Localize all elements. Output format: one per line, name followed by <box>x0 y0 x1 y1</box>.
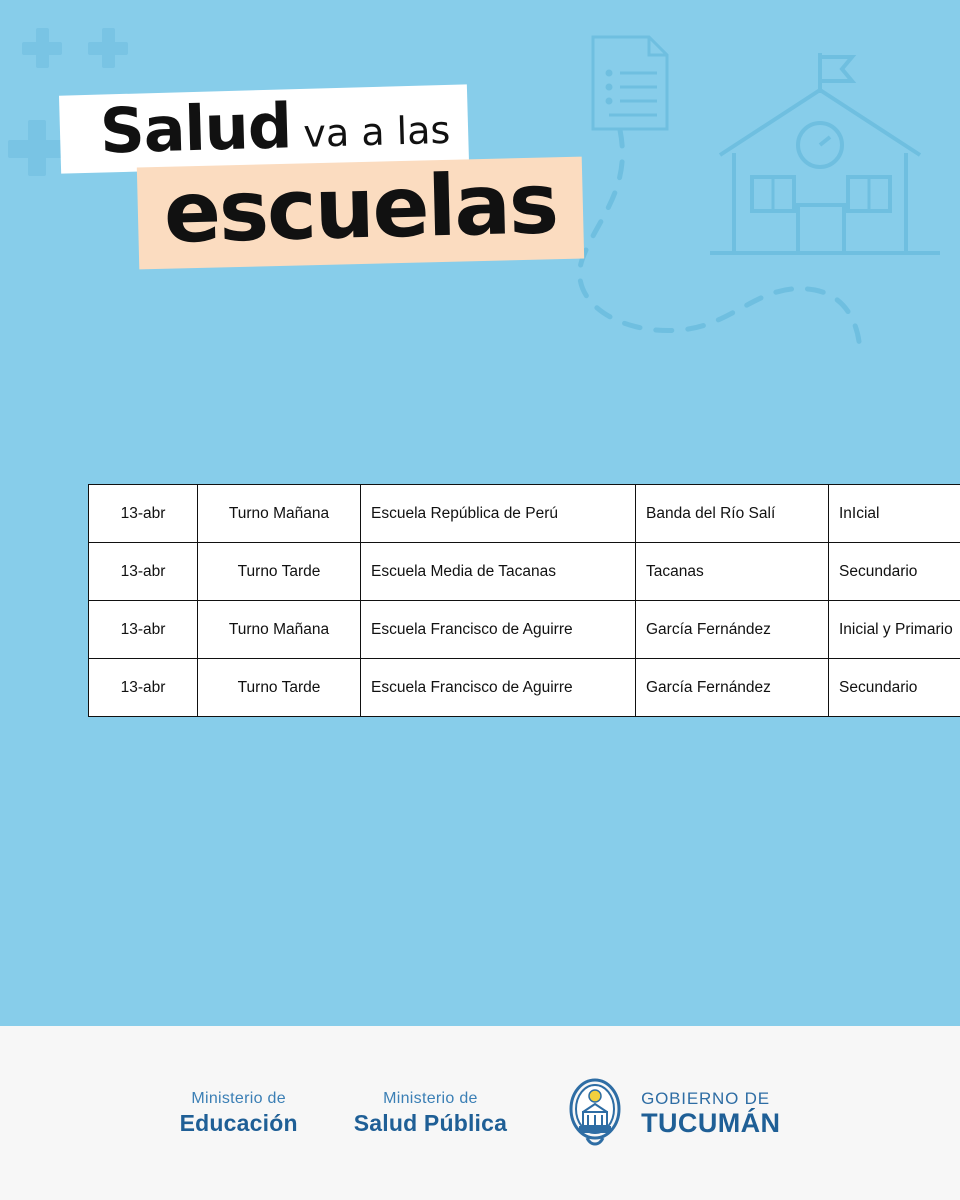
gobierno-line-one: GOBIERNO DE <box>641 1088 770 1108</box>
logo-ministerio-educacion <box>180 1089 298 1138</box>
table-row <box>89 543 960 601</box>
medical-cross-icon <box>22 28 62 68</box>
cell-school: Escuela Media de Tacanas <box>361 543 636 601</box>
cell-place: Tacanas <box>636 543 829 601</box>
title-word-escuelas: escuelas <box>162 154 559 262</box>
logo-line-two: Educación <box>179 1109 298 1136</box>
cell-school: Escuela Francisco de Aguirre <box>361 659 636 717</box>
logo-gobierno-tucuman <box>563 1076 780 1150</box>
cell-level: InIcial <box>829 485 960 543</box>
tucuman-crest-icon <box>563 1076 627 1150</box>
school-building-icon <box>700 45 950 285</box>
cell-school: Escuela República de Perú <box>361 485 636 543</box>
medical-cross-icon <box>8 120 64 176</box>
schedule-table <box>88 484 960 717</box>
title-line-two <box>137 154 584 270</box>
gobierno-text <box>641 1089 780 1137</box>
table-row <box>89 485 960 543</box>
cell-date: 13-abr <box>89 659 198 717</box>
poster-title <box>60 90 680 270</box>
cell-place: Banda del Río Salí <box>636 485 829 543</box>
cell-shift: Turno Mañana <box>198 601 361 659</box>
table-row <box>89 659 960 717</box>
cell-level: Secundario <box>829 659 960 717</box>
cell-place: García Fernández <box>636 659 829 717</box>
logo-ministerio-salud-publica <box>354 1089 507 1138</box>
cell-shift: Turno Tarde <box>198 543 361 601</box>
cell-date: 13-abr <box>89 543 198 601</box>
footer-bar <box>0 1026 960 1200</box>
cell-place: García Fernández <box>636 601 829 659</box>
cell-shift: Turno Tarde <box>198 659 361 717</box>
table-row <box>89 601 960 659</box>
cell-date: 13-abr <box>89 485 198 543</box>
cell-school: Escuela Francisco de Aguirre <box>361 601 636 659</box>
medical-cross-icon <box>88 28 128 68</box>
logo-line-one: Ministerio de <box>191 1089 286 1107</box>
cell-date: 13-abr <box>89 601 198 659</box>
title-words-va-a-las: va a las <box>302 107 451 156</box>
gobierno-line-two: TUCUMÁN <box>641 1107 781 1138</box>
cell-shift: Turno Mañana <box>198 485 361 543</box>
logo-line-two: Salud Pública <box>353 1109 508 1136</box>
logo-line-one: Ministerio de <box>383 1089 478 1107</box>
schedule-table-wrapper <box>88 484 953 717</box>
cell-level: Secundario <box>829 543 960 601</box>
title-word-salud: Salud <box>98 89 293 168</box>
cell-level: Inicial y Primario <box>829 601 960 659</box>
